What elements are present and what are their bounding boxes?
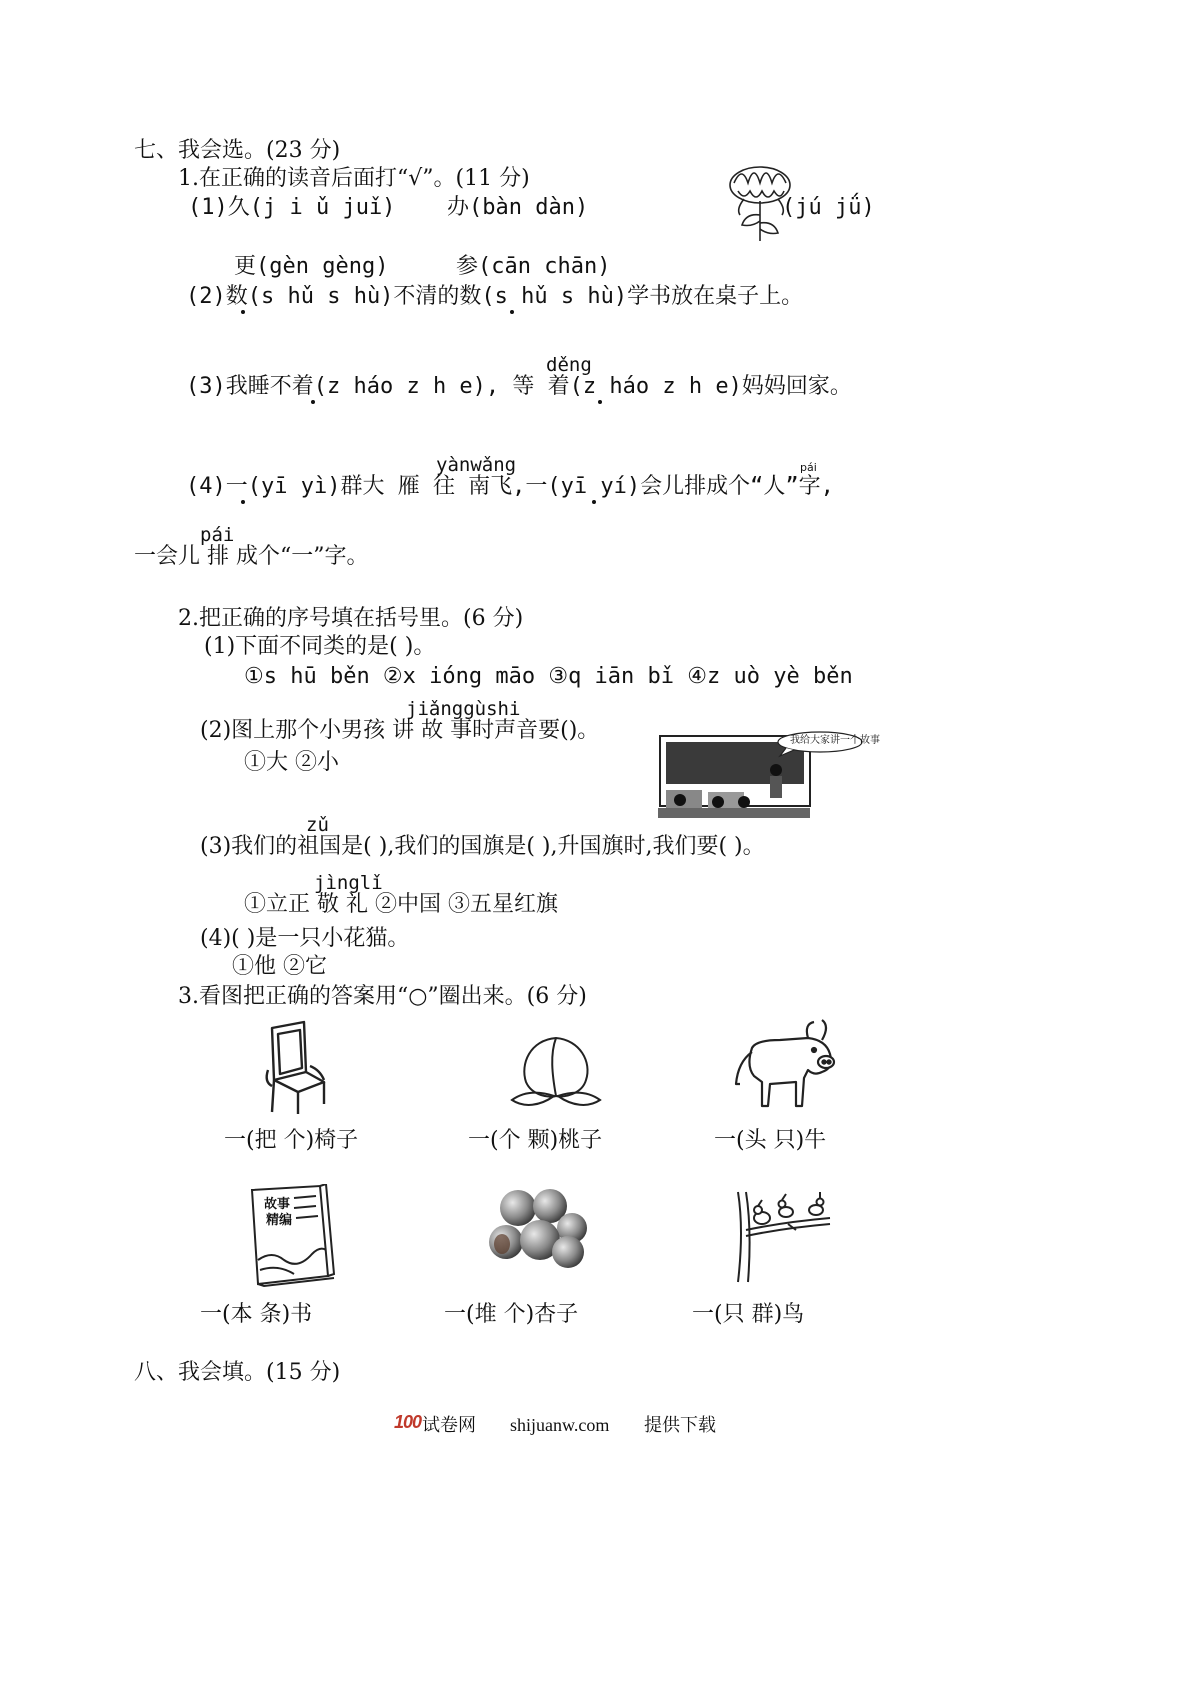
peach-icon <box>506 1034 606 1114</box>
q2-sub3-options-pinyin: jìnglǐ <box>314 872 383 894</box>
footer-site-name: 试卷网 <box>422 1415 476 1435</box>
q1-line1-a: (1)久(j i ǔ juǐ) <box>188 195 396 220</box>
q2-sub1-options: ①s hū běn ②x ióng māo ③q iān bǐ ④z uò yè běn <box>244 664 853 689</box>
q2-sub2-pinyin: jiǎnggùshi <box>406 698 521 720</box>
book-cover-title-line1: 故事 <box>264 1197 291 1212</box>
speech-bubble-text: 我给大家讲一个故事 <box>790 735 880 746</box>
q1-item2: (2)数(s hǔ s hù)不清的数(s hǔ s hù)学书放在桌子上。 <box>186 284 804 309</box>
q1-item4-cont: 一会儿 排 成个“一”字。 <box>134 544 369 569</box>
q3-label-peach: 一(个 颗)桃子 <box>468 1128 603 1153</box>
emphasis-dot <box>311 400 315 404</box>
cow-icon <box>730 1018 840 1114</box>
footer-tagline: 提供下载 <box>644 1415 716 1435</box>
q3-label-apricots: 一(堆 个)杏子 <box>444 1302 579 1327</box>
chair-icon <box>258 1020 338 1116</box>
q2-sub3-pinyin: zǔ <box>306 814 329 836</box>
q1-item3-pinyin: děng <box>546 354 592 376</box>
q2-sub2-options: ①大 ②小 <box>244 750 339 775</box>
q1-title: 1.在正确的读音后面打“√”。(11 分) <box>178 166 530 191</box>
q1-line2-b: 参(cān chān) <box>456 254 611 279</box>
q1-item4: (4)一(yī yì)群大 雁 往 南飞,一(yī yí)会儿排成个“人”字, <box>186 474 834 499</box>
q2-sub3-options: ①立正 敬 礼 ②中国 ③五星红旗 <box>244 892 558 917</box>
q2-sub1: (1)下面不同类的是( )。 <box>204 634 436 659</box>
footer-domain: shijuanw.com <box>510 1415 610 1435</box>
q1-line2-a: 更(gèn gèng) <box>234 254 389 279</box>
q3-label-birds: 一(只 群)鸟 <box>692 1302 805 1327</box>
apricots-icon <box>488 1188 588 1270</box>
q2-sub4-options: ①他 ②它 <box>232 954 327 979</box>
q2-sub3: (3)我们的祖国是( ),我们的国旗是( ),升国旗时,我们要( )。 <box>200 834 765 859</box>
q3-label-book: 一(本 条)书 <box>200 1302 313 1327</box>
emphasis-dot <box>241 310 245 314</box>
site-logo: 100 <box>394 1412 422 1432</box>
q1-item4-pinyin-a: yànwǎng <box>436 454 517 476</box>
q2-title: 2.把正确的序号填在括号里。(6 分) <box>178 606 524 631</box>
emphasis-dot <box>241 500 245 504</box>
q1-line1-b: 办(bàn dàn) <box>447 195 589 220</box>
q2-sub2: (2)图上那个小男孩 讲 故 事时声音要()。 <box>200 718 600 743</box>
q3-label-chair: 一(把 个)椅子 <box>224 1128 359 1153</box>
emphasis-dot <box>598 400 602 404</box>
book-cover-title-line2: 精编 <box>266 1213 293 1228</box>
q1-item4-cont-pinyin: pái <box>200 524 235 546</box>
q1-item3: (3)我睡不着(z háo z h e), 等 着(z háo z h e)妈妈回家。 <box>186 374 852 399</box>
birds-icon <box>728 1190 838 1286</box>
section-7-heading: 七、我会选。(23 分) <box>134 138 341 163</box>
emphasis-dot <box>592 500 596 504</box>
book-icon <box>248 1184 338 1288</box>
emphasis-dot <box>510 310 514 314</box>
q2-sub4: (4)( )是一只小花猫。 <box>200 926 410 951</box>
section-8-heading: 八、我会填。(15 分) <box>134 1360 341 1385</box>
flower-pinyin-options: (jú jǘ) <box>782 195 875 220</box>
q1-item4-pinyin-b: pái <box>800 461 817 474</box>
q3-title: 3.看图把正确的答案用“○”圈出来。(6 分) <box>178 984 587 1009</box>
q3-label-cow: 一(头 只)牛 <box>714 1128 827 1153</box>
